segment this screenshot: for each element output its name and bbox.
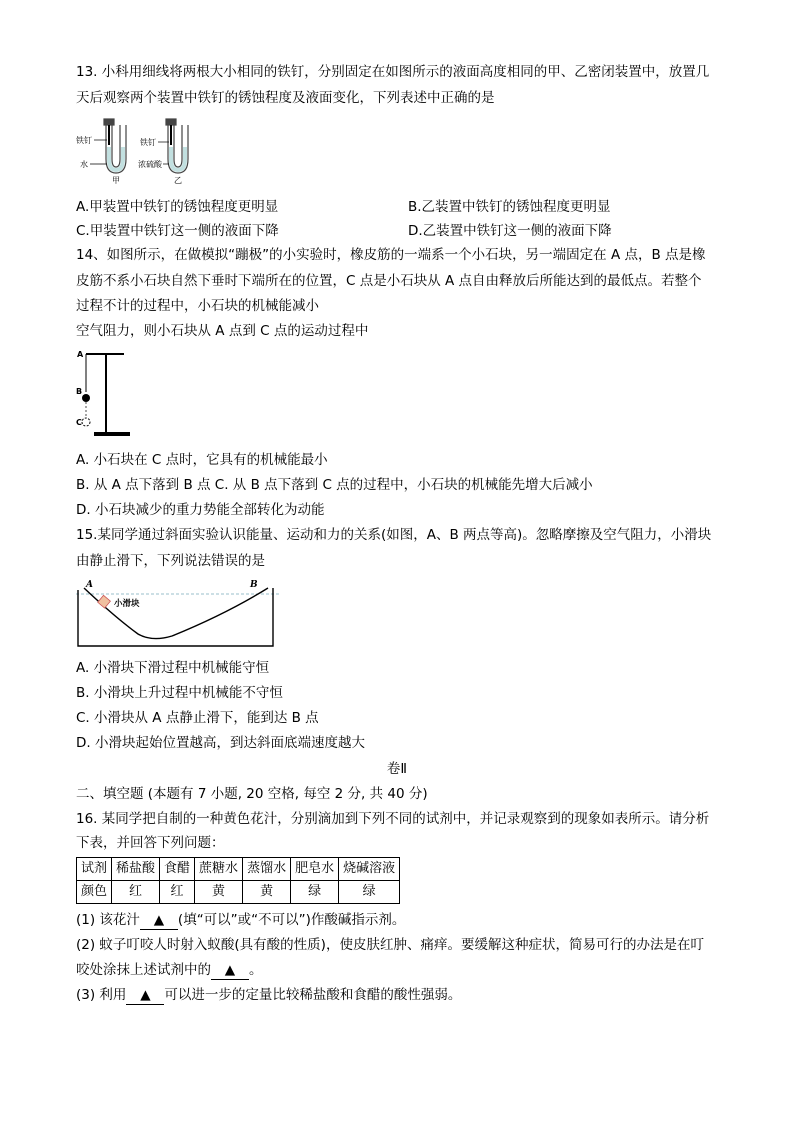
label-point-c: C: [76, 418, 82, 427]
table-cell: 绿: [291, 881, 339, 904]
q13-option-c: C.甲装置中铁钉这一侧的液面下降: [76, 223, 279, 239]
q15-option-a: A. 小滑块下滑过程中机械能守恒: [76, 660, 270, 676]
q16-sub1: [76, 911, 405, 930]
q14-stem-line2: 皮筋不系小石块自然下垂时下端所在的位置，C 点是小石块从 A 点自由释放后所能达到的最低点。若整个: [76, 273, 702, 289]
q14-stem-line3: 过程不计的过程中，小石块的机械能减小: [76, 298, 319, 314]
q13-stem-line2: 天后观察两个装置中铁钉的锈蚀程度及液面变化，下列表述中正确的是: [76, 90, 495, 106]
table-cell: 红: [160, 881, 195, 904]
acid-liquid: [169, 147, 187, 172]
q13-option-b: B.乙装置中铁钉的锈蚀程度更明显: [408, 199, 611, 215]
slope-curve: [84, 588, 268, 639]
table-cell: 试剂: [77, 858, 112, 881]
table-cell: 稀盐酸: [112, 858, 160, 881]
q14-option-d: D. 小石块减少的重力势能全部转化为动能: [76, 502, 325, 518]
table-cell: 颜色: [77, 881, 112, 904]
table-cell: 烧碱溶液: [339, 858, 400, 881]
table-cell: 肥皂水: [291, 858, 339, 881]
q16-sub2-text-b: 。: [249, 962, 263, 978]
answer-blank-3[interactable]: ▲: [126, 986, 164, 1005]
q16-sub1-text-b: (填“可以”或“不可以”)作酸碱指示剂。: [177, 912, 406, 928]
table-cell: 蒸馏水: [243, 858, 291, 881]
table-cell: 黄: [195, 881, 243, 904]
table-cell: 绿: [339, 881, 400, 904]
stone: [82, 394, 90, 402]
q14-stem-line4: 空气阻力，则小石块从 A 点到 C 点的运动过程中: [76, 323, 369, 339]
q13-option-a: A.甲装置中铁钉的锈蚀程度更明显: [76, 199, 279, 215]
label-acid: 浓硫酸: [138, 160, 162, 169]
label-point-b: B: [250, 580, 258, 590]
label-yi: 乙: [174, 176, 182, 185]
answer-blank-1[interactable]: ▲: [140, 911, 178, 930]
q15-option-c: C. 小滑块从 A 点静止滑下，能到达 B 点: [76, 710, 319, 726]
label-point-a: A: [86, 580, 93, 590]
q13-option-d: D.乙装置中铁钉这一侧的液面下降: [408, 223, 612, 239]
q13-apparatus-figure: [76, 117, 206, 185]
label-point-a: A: [77, 350, 84, 359]
table-cell: 黄: [243, 881, 291, 904]
table-cell: 食醋: [160, 858, 195, 881]
label-jia: 甲: [112, 176, 120, 185]
q14-option-bc: B. 从 A 点下落到 B 点 C. 从 B 点下落到 C 点的过程中，小石块的机械能先增大后减小: [76, 477, 593, 493]
section-heading: 二、填空题 (本题有 7 小题, 20 空格, 每空 2 分, 共 40 分): [76, 786, 428, 802]
q15-option-b: B. 小滑块上升过程中机械能不守恒: [76, 685, 283, 701]
label-point-b: B: [76, 387, 83, 396]
label-water: 水: [80, 160, 88, 169]
water-liquid: [107, 147, 125, 172]
q16-sub2-text-a: 咬处涂抹上述试剂中的: [76, 962, 211, 978]
answer-blank-2[interactable]: ▲: [211, 961, 249, 980]
label-block: 小滑块: [114, 599, 140, 609]
q16-sub2-line2: [76, 961, 263, 980]
q16-stem-line1: 16. 某同学把自制的一种黄色花汁，分别滴加到下列不同的试剂中，并记录观察到的现象如表所示。请分析: [76, 811, 710, 827]
q16-stem-line2: 下表，并回答下列问题：: [76, 835, 225, 851]
q16-sub3-text-b: 可以进一步的定量比较稀盐酸和食醋的酸性强弱。: [164, 987, 462, 1003]
q14-bungee-figure: [76, 348, 134, 440]
q16-sub3-text-a: (3) 利用: [76, 987, 127, 1003]
q14-stem-line1: 14、如图所示，在做模拟“蹦极”的小实验时，橡皮筋的一端系一个小石块，另一端固定在 A 点，B 点是橡: [76, 247, 706, 263]
q15-stem-line1: 15.某同学通过斜面实验认识能量、运动和力的关系(如图，A、B 两点等高)。忽略摩擦及空气阻力，小滑块: [76, 527, 712, 543]
stone-lowest: [82, 418, 90, 426]
slider-block: [98, 595, 111, 608]
table-row: [77, 881, 400, 904]
container: [78, 588, 273, 646]
q16-sub3: [76, 986, 461, 1005]
q15-stem-line2: 由静止滑下，下列说法错误的是: [76, 553, 265, 569]
table-header-row: [77, 858, 400, 881]
table-cell: 蔗糖水: [195, 858, 243, 881]
q13-stem-line1: 13. 小科用细线将两根大小相同的铁钉，分别固定在如图所示的液面高度相同的甲、乙密闭装置中，放置几: [76, 64, 710, 80]
stand-base: [94, 432, 130, 436]
label-nail-jia: 铁钉: [76, 136, 92, 145]
label-nail-yi: 铁钉: [140, 138, 156, 147]
q14-option-a: A. 小石块在 C 点时，它具有的机械能最小: [76, 452, 328, 468]
volume-title: 卷Ⅱ: [386, 761, 408, 777]
q16-sub2-line1: (2) 蚊子叮咬人时射入蚁酸(具有酸的性质)，使皮肤红肿、痛痒。要缓解这种症状，简易可行的办法是在叮: [76, 937, 704, 953]
q15-option-d: D. 小滑块起始位置越高，到达斜面底端速度越大: [76, 735, 365, 751]
q15-slope-figure: [76, 578, 281, 648]
indicator-table: [76, 857, 400, 904]
table-cell: 红: [112, 881, 160, 904]
q16-sub1-text-a: (1) 该花汁: [76, 912, 140, 928]
